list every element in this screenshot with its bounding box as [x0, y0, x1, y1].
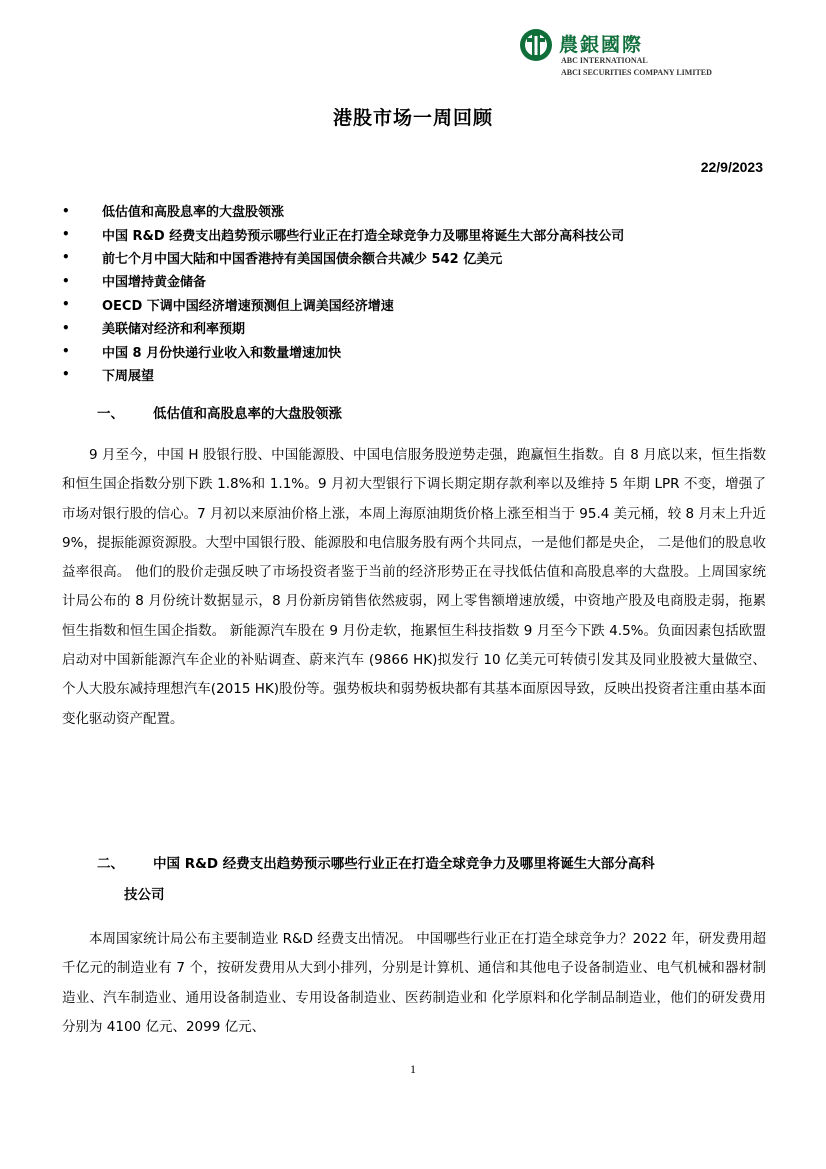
- abc-logo-icon: [519, 28, 553, 62]
- list-item: [62, 199, 624, 222]
- logo-english-name: ABC INTERNATIONAL: [561, 56, 648, 65]
- list-item: [62, 316, 624, 339]
- list-item-text: OECD 下调中国经济增速预测但上调美国经济增速: [102, 298, 394, 314]
- page-title: 港股市场一周回顾: [332, 107, 493, 129]
- list-item: [62, 222, 624, 245]
- list-item-text: 下周展望: [102, 368, 155, 384]
- list-item: [62, 293, 624, 316]
- logo-chinese-name: 農銀國際: [559, 34, 644, 56]
- section-title: 中国 R&D 经费支出趋势预示哪些行业正在打造全球竞争力及哪里将诞生大部分高科: [153, 856, 655, 872]
- list-item-text: 美联储对经济和利率预期: [102, 322, 246, 338]
- list-item-text: 中国 R&D 经费支出趋势预示哪些行业正在打造全球竞争力及哪里将诞生大部分高科技公司: [102, 228, 625, 244]
- section-number: 二、: [97, 856, 124, 872]
- section-2-paragraph: 本周国家统计局公布主要制造业 R&D 经费支出情况。 中国哪些行业正在打造全球竞争力？2022 年，研发费用超千亿元的制造业有 7 个，按研发费用从大到小排列，分别是计算机、通信和其他电子设备制造业、电气机械和器材制造业、汽车制造业、通用设备制造业、专用设备制造业、医药制造业和 化学原料和化学制品制造业，他们的研发费用分别为 4100 亿元、2099 亿元、: [62, 931, 766, 1035]
- report-date: 22/9/2023: [700, 159, 763, 175]
- bullet-icon: •: [62, 250, 70, 265]
- list-item-text: 中国 8 月份快递行业收入和数量增速加快: [102, 345, 342, 361]
- logo-company-name: ABCI SECURITIES COMPANY LIMITED: [561, 68, 712, 77]
- company-logo: [519, 28, 729, 84]
- summary-list: [62, 199, 624, 386]
- list-item: [62, 269, 624, 292]
- bullet-icon: •: [62, 227, 70, 242]
- list-item: [62, 339, 624, 362]
- bullet-icon: •: [62, 297, 70, 312]
- section-number: 一、: [97, 406, 124, 422]
- bullet-icon: •: [62, 344, 70, 359]
- bullet-icon: •: [62, 320, 70, 335]
- section-title: 低估值和高股息率的大盘股领涨: [153, 406, 342, 422]
- list-item-text: 中国增持黄金储备: [102, 275, 207, 291]
- list-item-text: 低估值和高股息率的大盘股领涨: [102, 205, 285, 221]
- bullet-icon: •: [62, 367, 70, 382]
- bullet-icon: •: [62, 203, 70, 218]
- bullet-icon: •: [62, 273, 70, 288]
- page-number: 1: [410, 1062, 416, 1076]
- list-item: [62, 246, 624, 269]
- section-title-continued: 技公司: [124, 887, 165, 903]
- list-item: [62, 363, 624, 386]
- section-1-paragraph: 9 月至今，中国 H 股银行股、中国能源股、中国电信服务股逆势走强，跑赢恒生指数。自 8 月底以来，恒生指数和恒生国企指数分别下跌 1.8%和 1.1%。9 月初大型银行下调长期定期存款利率以及维持 5 年期 LPR 不变，增强了市场对银行股的信心。7 月初以来原油价格上涨，本周上海原油期货价格上涨至相当于 95.4 美元桶，较 8 月末上升近 9%，提振能源资源股。大型中国银行股、能源股和电信服务股有两个共同点，一是他们都是央企， 二是他们的股息收益率很高。 他们的股价走强反映了市场投资者鉴于当前的经济形势正在寻找低估值和高股息率的大盘股。上周国家统计局公布的 8 月份统计数据显示，8 月份新房销售依然疲弱，网上零售额增速放缓，中资地产股及电商股走弱，拖累恒生指数和恒生国企指数。 新能源汽车股在 9 月份走软，拖累恒生科技指数 9 月至今下跌 4.5%。负面因素包括欧盟启动对中国新能源汽车企业的补贴调查、蔚来汽车 (9866 HK)拟发行 10 亿美元可转债引发其及同业股被大量做空、个人大股东减持理想汽车(2015 HK)股份等。强势板块和弱势板块都有其基本面原因导致，反映出投资者注重由基本面变化驱动资产配置。: [62, 447, 766, 727]
- list-item-text: 前七个月中国大陆和中国香港持有美国国债余额合共减少 542 亿美元: [102, 251, 503, 267]
